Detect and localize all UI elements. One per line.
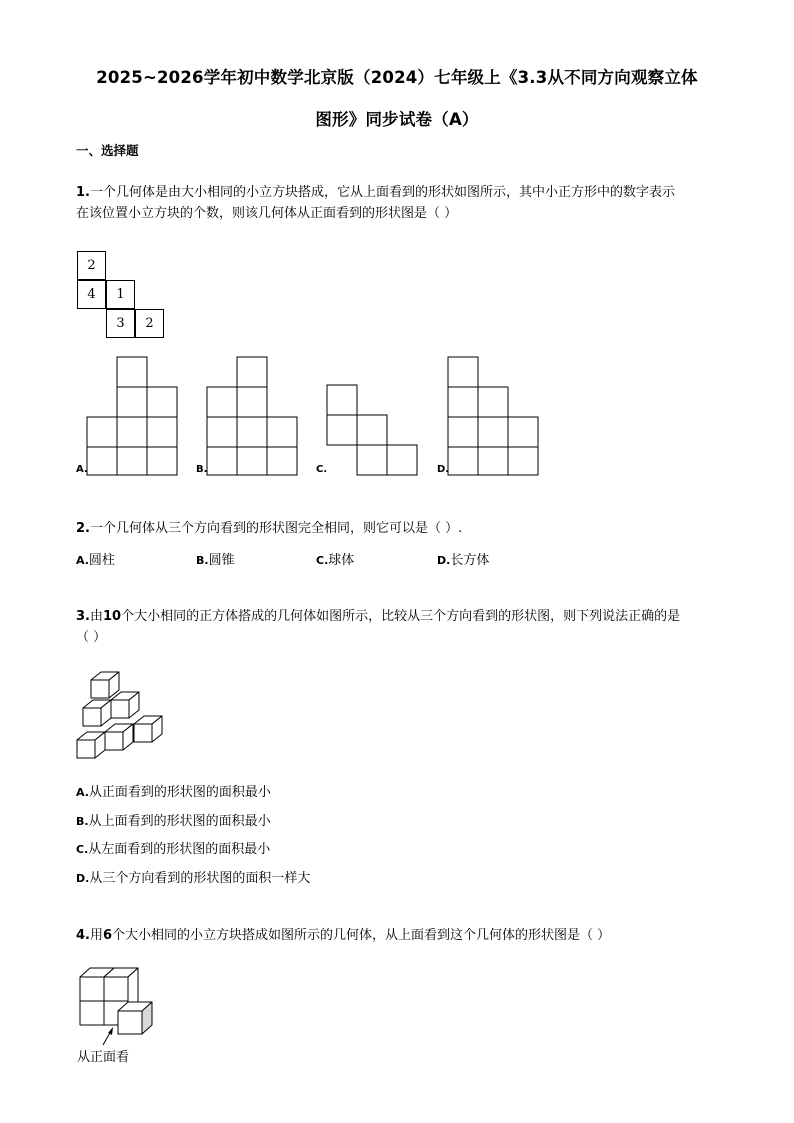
option-a-figure bbox=[87, 357, 177, 475]
question-text: 一个几何体是由大小相同的小立方块搭成，它从上面看到的形状如图所示，其中小正方形中的数字表示 bbox=[89, 185, 675, 200]
question-text: （ ） bbox=[76, 630, 107, 645]
option-letter: C. bbox=[76, 843, 89, 856]
option-a-label[interactable]: A. bbox=[76, 464, 88, 475]
grid-cell: 4 bbox=[77, 280, 106, 309]
question-text: 一个几何体从三个方向看到的形状图完全相同，则它可以是（ ）. bbox=[89, 521, 463, 536]
option-text: 从左面看到的形状图的面积最小 bbox=[88, 842, 271, 857]
grid-cell: 1 bbox=[106, 280, 135, 309]
q2-option-a[interactable] bbox=[76, 549, 115, 568]
option-text: 圆柱 bbox=[88, 553, 115, 568]
option-text: 圆锥 bbox=[208, 553, 235, 568]
option-letter: B. bbox=[76, 815, 89, 828]
option-letter: A. bbox=[76, 786, 89, 799]
q4-cube-figure bbox=[74, 965, 174, 1047]
question-number-inline: 6 bbox=[103, 928, 113, 943]
document-title-line2: 图形》同步试卷（A） bbox=[315, 110, 479, 129]
q3-cube-figure bbox=[74, 670, 174, 770]
question-number: 3. bbox=[76, 609, 90, 624]
q3-option-d[interactable] bbox=[76, 867, 310, 886]
option-d-label[interactable]: D. bbox=[437, 464, 450, 475]
option-letter: C. bbox=[316, 554, 329, 567]
question-2 bbox=[76, 518, 726, 539]
q3-option-a[interactable] bbox=[76, 781, 271, 800]
question-number: 1. bbox=[76, 185, 90, 200]
question-1 bbox=[76, 182, 726, 224]
q2-option-d[interactable] bbox=[437, 549, 489, 568]
option-c-figure bbox=[327, 385, 417, 475]
grid-cell: 3 bbox=[106, 309, 135, 338]
question-text: 个大小相同的正方体搭成的几何体如图所示，比较从三个方向看到的形状图，则下列说法正确的是 bbox=[121, 609, 681, 624]
option-text: 球体 bbox=[328, 553, 355, 568]
question-text: 在该位置小立方块的个数，则该几何体从正面看到的形状图是（ ） bbox=[76, 206, 458, 221]
option-c-label[interactable]: C. bbox=[316, 464, 328, 475]
option-text: 从上面看到的形状图的面积最小 bbox=[88, 814, 271, 829]
q2-option-b[interactable] bbox=[196, 549, 235, 568]
section-heading: 一、选择题 bbox=[76, 143, 139, 158]
q3-option-c[interactable] bbox=[76, 838, 270, 857]
option-b-figure bbox=[207, 357, 297, 475]
question-number-inline: 10 bbox=[103, 609, 122, 624]
option-text: 长方体 bbox=[450, 553, 490, 568]
option-letter: D. bbox=[437, 554, 451, 567]
q1-option-figures bbox=[70, 350, 550, 480]
question-text: 个大小相同的小立方块搭成如图所示的几何体，从上面看到这个几何体的形状图是（ ） bbox=[112, 928, 611, 943]
option-letter: D. bbox=[76, 872, 90, 885]
option-letter: B. bbox=[196, 554, 209, 567]
document-title-line1: 2025~2026学年初中数学北京版（2024）七年级上《3.3从不同方向观察立体 bbox=[96, 68, 698, 87]
q2-option-c[interactable] bbox=[316, 549, 354, 568]
grid-cell: 2 bbox=[77, 251, 106, 280]
q3-option-b[interactable] bbox=[76, 810, 271, 829]
option-text: 从三个方向看到的形状图的面积一样大 bbox=[89, 871, 311, 886]
option-text: 从正面看到的形状图的面积最小 bbox=[88, 785, 271, 800]
question-3 bbox=[76, 606, 726, 648]
grid-cell: 2 bbox=[135, 309, 164, 338]
question-4 bbox=[76, 925, 726, 946]
question-text: 由 bbox=[89, 609, 103, 624]
figure-caption: 从正面看 bbox=[77, 1050, 130, 1065]
option-d-figure bbox=[448, 357, 538, 475]
question-number: 4. bbox=[76, 928, 90, 943]
option-b-label[interactable]: B. bbox=[196, 464, 208, 475]
option-letter: A. bbox=[76, 554, 89, 567]
top-view-grid bbox=[77, 251, 167, 341]
question-text: 用 bbox=[89, 928, 103, 943]
question-number: 2. bbox=[76, 521, 90, 536]
